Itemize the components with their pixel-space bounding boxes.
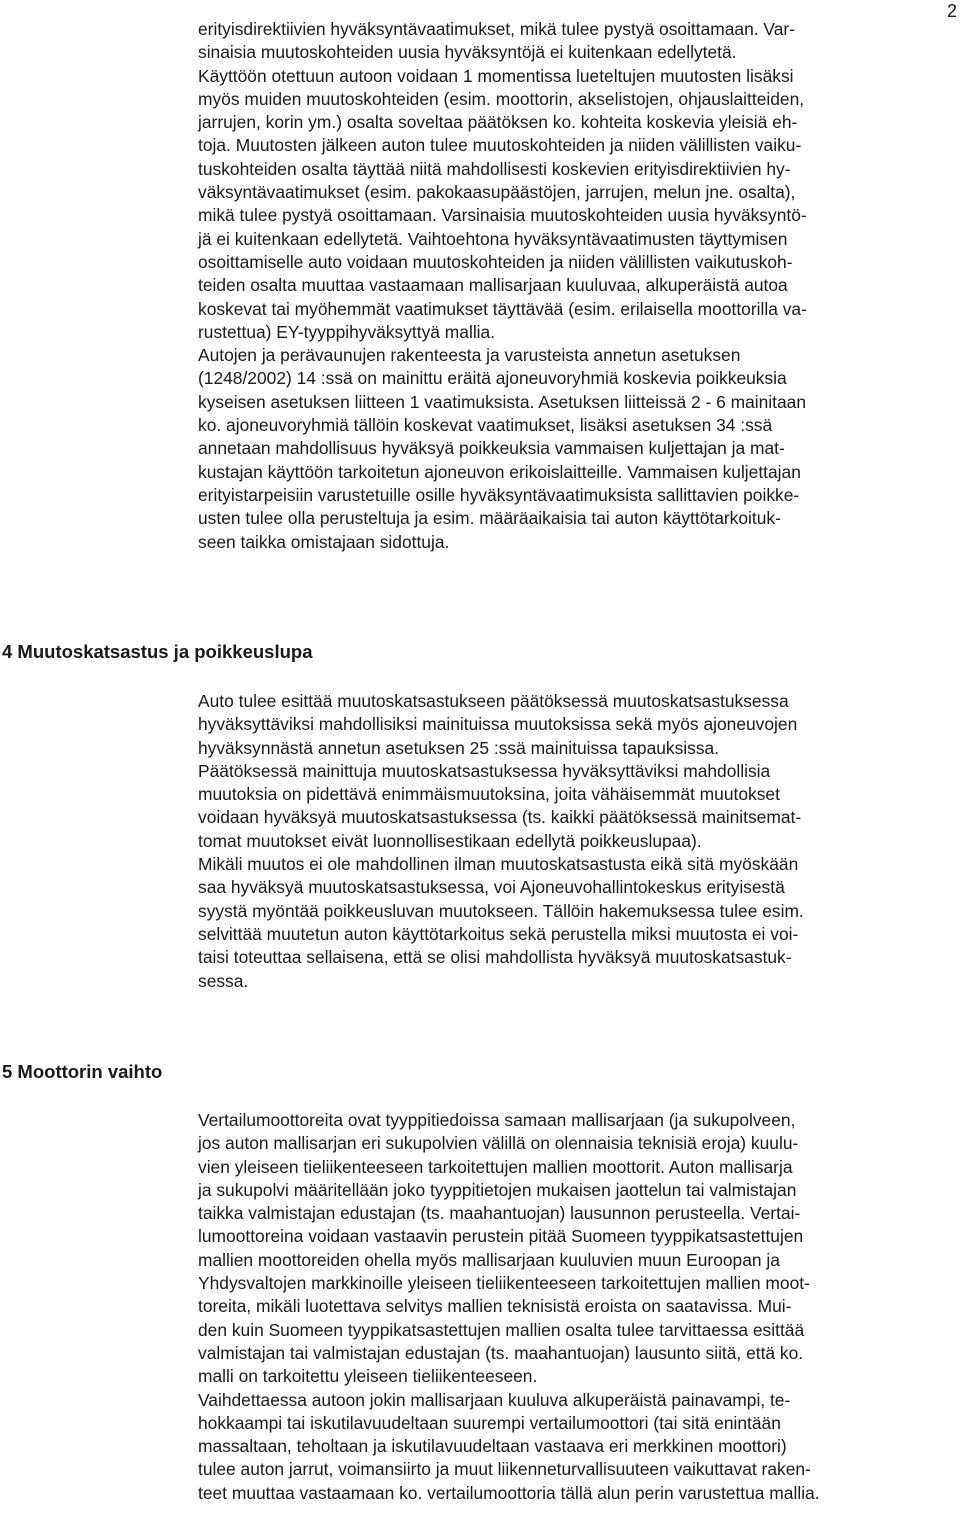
text-line: kyseisen asetuksen liitteen 1 vaatimuksista. Asetuksen liitteissä 2 - 6 mainitaan — [198, 391, 807, 412]
text-line: Yhdysvaltojen markkinoille yleiseen tieliikenteeseen tarkoitettujen mallien moot- — [198, 1273, 810, 1294]
text-line: taikka valmistajan edustajan (ts. maahantuojan) lausunnon perusteella. Vertai- — [198, 1203, 801, 1224]
text-line: massaltaan, teholtaan ja iskutilavuudeltaan vastaava eri merkkinen moottori) — [198, 1436, 787, 1457]
text-line: osoittamiselle auto voidaan muutoskohteiden ja niiden välillisten vaikutuskoh- — [198, 251, 793, 272]
text-line: teet muuttaa vastaamaan ko. vertailumoottoria tällä alun perin varustettua mallia. — [198, 1482, 820, 1503]
text-line: Vertailumoottoreita ovat tyyppitiedoissa samaan mallisarjaan (ja sukupolveen, — [198, 1110, 796, 1130]
text-line: jarrujen, korin ym.) osalta soveltaa päätöksen ko. kohteita koskevia yleisiä eh- — [198, 112, 798, 133]
text-line: sinaisia muutoskohteiden uusia hyväksyntöjä ei kuitenkaan edellytetä. — [198, 42, 737, 63]
text-line: kustajan käyttöön tarkoitetun ajoneuvon erikoislaitteille. Vammaisen kuljettajan — [198, 461, 801, 482]
text-line: myös muiden muutoskohteiden (esim. moottorin, akselistojen, ohjauslaitteiden, — [198, 88, 805, 109]
text-line: muutoksia on pidettävä enimmäismuutoksina, joita vähäisemmät muutokset — [198, 784, 780, 805]
text-line: ko. ajoneuvoryhmiä tällöin koskevat vaatimukset, lisäksi asetuksen 34 :ssä — [198, 415, 773, 436]
text-line: väksyntävaatimukset (esim. pakokaasupäästöjen, jarrujen, melun jne. osalta), — [198, 182, 796, 203]
text-line: malli on tarkoitettu yleiseen tieliikenteeseen. — [198, 1366, 538, 1387]
text-line: mikä tulee pystyä osoittamaan. Varsinaisia muutoskohteiden uusia hyväksyntö- — [198, 205, 807, 226]
intro-paragraphs — [198, 18, 948, 554]
text-line: Autojen ja perävaunujen rakenteesta ja varusteista annetun asetuksen — [198, 345, 741, 366]
text-line: Auto tulee esittää muutoskatsastukseen päätöksessä muutoskatsastuksessa — [198, 691, 789, 711]
text-line: erityisdirektiivien hyväksyntävaatimukset, mikä tulee pystyä osoittamaan. Var- — [198, 19, 795, 39]
text-line: tomat muutokset eivät luonnollisestikaan edellytä poikkeuslupaa). — [198, 830, 702, 851]
text-line: toreita, mikäli luotettava selvitys mallien teknisistä eroista on saatavissa. Mui- — [198, 1296, 792, 1317]
text-line: ja sukupolvi määritellään joko tyyppitietojen mukaisen jaottelun tai valmistajan — [198, 1179, 797, 1200]
section-heading-5: 5 Moottorin vaihto — [2, 1061, 163, 1082]
text-line: lumoottoreina voidaan vastaavin perustein pitää Suomeen tyyppikatsastettujen — [198, 1226, 804, 1247]
text-line: Päätöksessä mainittuja muutoskatsastuksessa hyväksyttäviksi mahdollisia — [198, 760, 771, 781]
text-line: mallien moottoreiden ohella myös mallisarjaan kuuluvien muun Euroopan ja — [198, 1249, 780, 1270]
text-line: (1248/2002) 14 :ssä on mainittu eräitä ajoneuvoryhmiä koskevia poikkeuksia — [198, 368, 787, 389]
text-line: valmistajan tai valmistajan edustajan (ts. maahantuojan) lausunto siitä, että ko. — [198, 1342, 804, 1363]
section-heading-4: 4 Muutoskatsastus ja poikkeuslupa — [2, 641, 313, 662]
text-line: vien yleiseen tieliikenteeseen tarkoitettujen mallien moottorit. Auton mallisarja — [198, 1156, 793, 1177]
text-line: syystä myöntää poikkeusluvan muutokseen. Tällöin hakemuksessa tulee esim. — [198, 900, 804, 921]
text-line: tulee auton jarrut, voimansiirto ja muut liikenneturvallisuuteen vaikuttavat raken- — [198, 1459, 811, 1480]
page-number: 2 — [946, 1, 957, 21]
text-line: jä ei kuitenkaan edellytetä. Vaihtoehtona hyväksyntävaatimusten täyttymisen — [198, 228, 788, 249]
text-line: Käyttöön otettuun autoon voidaan 1 momentissa lueteltujen muutosten lisäksi — [198, 65, 794, 86]
text-line: rustettua) EY-tyyppihyväksyttyä mallia. — [198, 321, 496, 342]
text-line: den kuin Suomeen tyyppikatsastettujen mallien osalta tulee tarvittaessa esittää — [198, 1319, 805, 1340]
text-line: annetaan mahdollisuus hyväksyä poikkeuksia vammaisen kuljettajan ja mat- — [198, 438, 785, 459]
text-line: koskevat tai myöhemmät vaatimukset täyttävää (esim. erilaisella moottorilla va- — [198, 298, 807, 319]
text-line: saa hyväksyä muutoskatsastuksessa, voi Ajoneuvohallintokeskus erityisestä — [198, 877, 785, 898]
text-line: sessa. — [198, 970, 249, 991]
text-line: Mikäli muutos ei ole mahdollinen ilman muutoskatsastusta eikä sitä myöskään — [198, 854, 799, 875]
text-line: voidaan hyväksyä muutoskatsastuksessa (ts. kaikki päätöksessä mainitsemat- — [198, 807, 802, 828]
text-line: teiden osalta muuttaa vastaamaan mallisarjaan kuuluvaa, alkuperäistä autoa — [198, 275, 788, 296]
text-line: Vaihdettaessa autoon jokin mallisarjaan kuuluva alkuperäistä painavampi, te- — [198, 1389, 791, 1410]
text-line: hyväksynnästä annetun asetuksen 25 :ssä mainituissa tapauksissa. — [198, 737, 720, 758]
text-line: seen taikka omistajaan sidottuja. — [198, 531, 450, 552]
text-line: hyväksyttäviksi mahdollisiksi mainituissa muutoksissa sekä myös ajoneuvojen — [198, 714, 798, 735]
text-line: tuskohteiden osalta täyttää niitä mahdollisesti koskevien erityisdirektiivien hy- — [198, 158, 791, 179]
text-line: toja. Muutosten jälkeen auton tulee muutoskohteiden ja niiden välillisten vaiku- — [198, 135, 802, 156]
section-5-body — [198, 1109, 948, 1505]
text-line: selvittää muutetun auton käyttötarkoitus sekä perustella miksi muutosta ei voi- — [198, 923, 799, 944]
text-line: usten tulee olla perusteltuja ja esim. määräaikaisia tai auton käyttötarkoituk- — [198, 508, 781, 529]
text-line: hokkaampi tai iskutilavuudeltaan suurempi vertailumoottori (tai sitä enintään — [198, 1412, 781, 1433]
text-line: taisi toteuttaa sellaisena, että se olisi mahdollista hyväksyä muutoskatsastuk- — [198, 947, 792, 968]
text-line: erityistarpeisiin varustetuille osille hyväksyntävaatimuksista sallittavien poikke- — [198, 484, 800, 505]
section-4-body — [198, 690, 948, 993]
text-line: jos auton mallisarjan eri sukupolvien välillä on olennaisia teknisiä eroja) kuulu- — [198, 1133, 799, 1154]
